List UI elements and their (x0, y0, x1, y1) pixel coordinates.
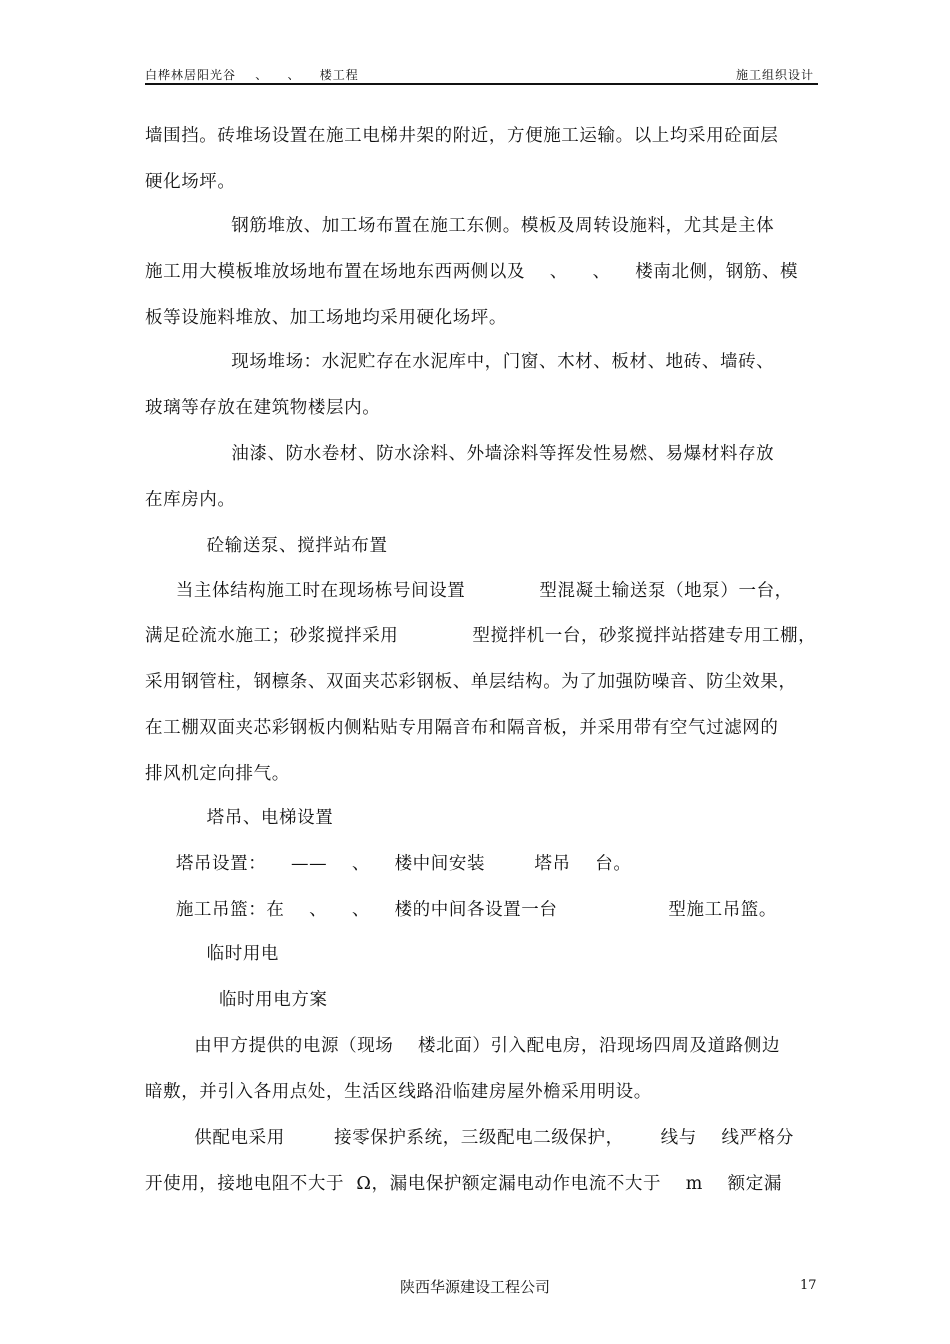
text-line: 玻璃等存放在建筑物楼层内。 (145, 398, 381, 418)
text-line: 塔吊设置： —— 、 楼中间安装 塔吊 台。 (145, 854, 632, 874)
text-line: 墙围挡。砖堆场设置在施工电梯井架的附近，方便施工运输。以上均采用砼面层 (145, 126, 779, 146)
text-line: 钢筋堆放、加工场布置在施工东侧。模板及周转设施料，尤其是主体 (145, 216, 775, 236)
page-number: 17 (800, 1278, 817, 1293)
text-line: 当主体结构施工时在现场栋号间设置 型混凝土输送泵（地泵）一台， (145, 581, 793, 601)
section-heading: 临时用电方案 (145, 990, 328, 1010)
text-line: 施工吊篮：在 、 、 楼的中间各设置一台 型施工吊篮。 (145, 900, 777, 920)
text-line: 在工棚双面夹芯彩钢板内侧粘贴专用隔音布和隔音板，并采用带有空气过滤网的 (145, 718, 779, 738)
text-line: 硬化场坪。 (145, 172, 236, 192)
section-heading: 临时用电 (145, 944, 280, 964)
text-line: 由甲方提供的电源（现场 楼北面）引入配电房，沿现场四周及道路侧边 (145, 1036, 781, 1056)
text-line: 开使用，接地电阻不大于 Ω，漏电保护额定漏电动作电流不大于 m 额定漏 (145, 1174, 782, 1194)
section-heading: 塔吊、电梯设置 (145, 808, 334, 828)
text-line: 板等设施料堆放、加工场地均采用硬化场坪。 (145, 308, 507, 328)
text-line: 暗敷，并引入各用点处，生活区线路沿临建房屋外檐采用明设。 (145, 1082, 652, 1102)
header-doc-type: 施工组织设计 (735, 68, 814, 82)
header-project: 白桦林居阳光谷 、 、 楼工程 (145, 68, 359, 82)
header-rule (145, 83, 818, 85)
text-line: 满足砼流水施工；砂浆搅拌采用 型搅拌机一台，砂浆搅拌站搭建专用工棚， (145, 626, 817, 646)
text-line: 供配电采用 接零保护系统，三级配电二级保护， 线与 线严格分 (145, 1128, 794, 1148)
text-line: 在库房内。 (145, 490, 236, 510)
text-line: 施工用大模板堆放场地布置在场地东西两侧以及 、 、 楼南北侧，钢筋、模 (145, 262, 799, 282)
footer-company: 陕西华源建设工程公司 (399, 1278, 550, 1296)
section-heading: 砼输送泵、搅拌站布置 (145, 536, 388, 556)
page-header (145, 62, 818, 84)
text-line: 油漆、防水卷材、防水涂料、外墙涂料等挥发性易燃、易爆材料存放 (145, 444, 775, 464)
text-line: 现场堆场：水泥贮存在水泥库中，门窗、木材、板材、地砖、墙砖、 (145, 352, 775, 372)
text-line: 采用钢管柱，钢檩条、双面夹芯彩钢板、单层结构。为了加强防噪音、防尘效果， (145, 672, 797, 692)
text-line: 排风机定向排气。 (145, 764, 290, 784)
